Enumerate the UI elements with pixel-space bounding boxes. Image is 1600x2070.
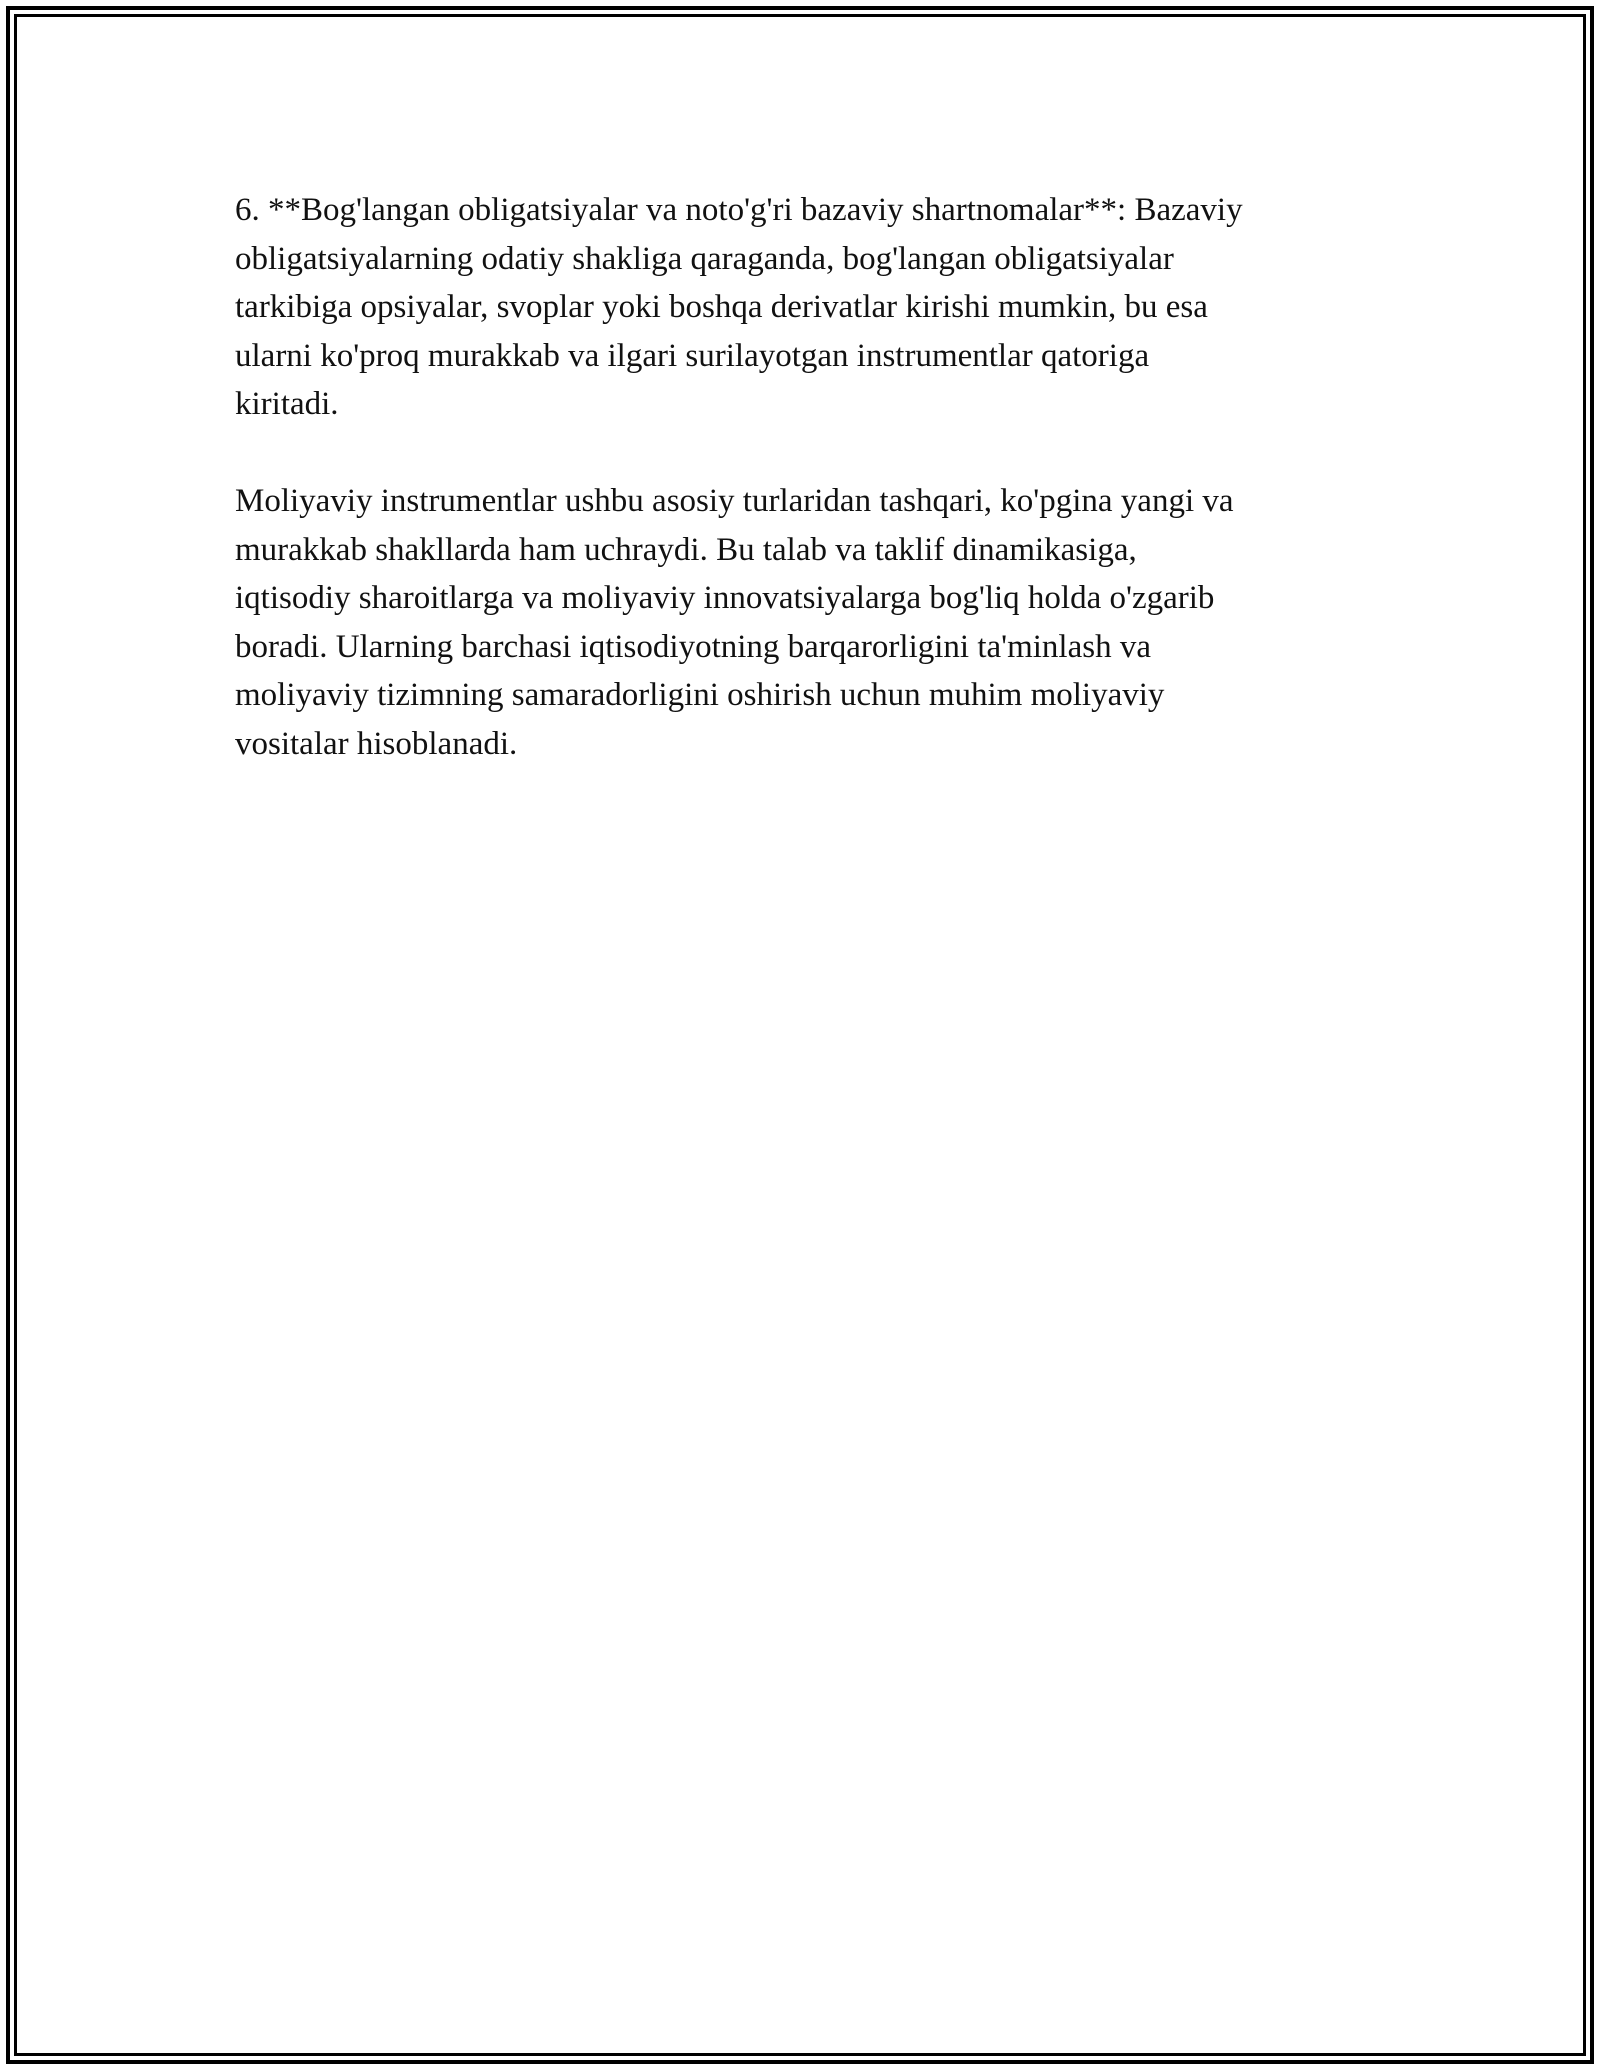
paragraph-financial-instruments-summary: Moliyaviy instrumentlar ushbu asosiy turlaridan tashqari, ko'pgina yangi va murakkab shakllarda ham uchraydi. Bu talab va taklif dinamikasiga, iqtisodiy sharoitlarga va moliyaviy innovatsiyalarga bog'liq holda o'zgarib boradi. Ularning barchasi iqtisodiyotning barqarorligini ta'minlash va moliyaviy tizimning samaradorligini oshirish uchun muhim moliyaviy vositalar hisoblanadi. [235, 483, 1234, 762]
document-body [235, 186, 1375, 817]
paragraph-linked-bonds: 6. **Bog'langan obligatsiyalar va noto'g'ri bazaviy shartnomalar**: Bazaviy obligatsiyalarning odatiy shakliga qaraganda, bog'langan obligatsiyalar tarkibiga opsiyalar, svoplar yoki boshqa derivatlar kirishi mumkin, bu esa ularni ko'proq murakkab va ilgari surilayotgan instrumentlar qatoriga kiritadi. [235, 192, 1243, 422]
